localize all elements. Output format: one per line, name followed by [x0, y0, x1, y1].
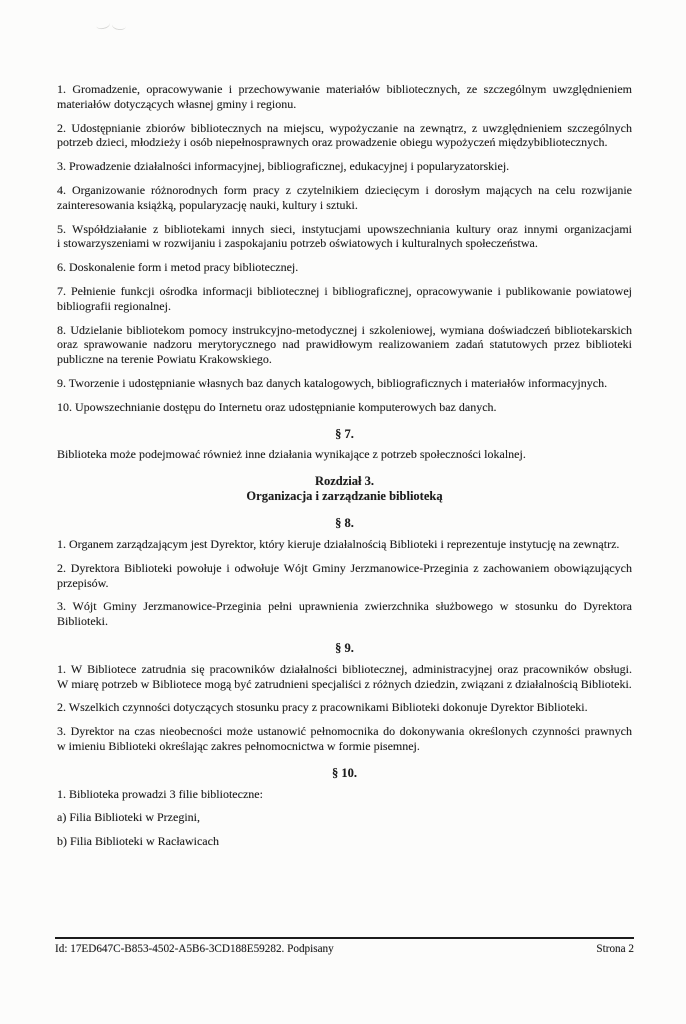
- footer-page-number: Strona 2: [596, 943, 634, 955]
- section-9-paragraph-1: 1. W Bibliotece zatrudnia się pracowników działalności bibliotecznej, administracyjnej oraz pracowników obsługi. W miarę potrzeb w Bibliotece mogą być zatrudnieni specjaliści z różnych dziedzin, związani z działalnością Biblioteki.: [57, 661, 632, 691]
- task-paragraph-7: 7. Pełnienie funkcji ośrodka informacji bibliotecznej i bibliograficznej, opracowywanie i publikowanie powiatowej bibliografii regionalnej.: [57, 283, 632, 313]
- section-10-paragraph-1: 1. Biblioteka prowadzi 3 filie biblioteczne:: [57, 786, 263, 801]
- chapter-3-subtitle: Organizacja i zarządzanie biblioteką: [246, 489, 443, 504]
- section-7-heading: § 7.: [335, 426, 354, 441]
- section-10-heading: § 10.: [332, 765, 357, 780]
- task-paragraph-5: 5. Współdziałanie z bibliotekami innych sieci, instytucjami upowszechniania kultury oraz innymi organizacjami i stowarzyszeniami w rozwijaniu i zaspokajaniu potrzeb oświatowych i kulturalnych społeczeństwa.: [57, 221, 632, 251]
- section-7-paragraph: Biblioteka może podejmować również inne działania wynikające z potrzeb społeczności lokalnej.: [57, 447, 526, 462]
- footer-document-id: Id: 17ED647C-B853-4502-A5B6-3CD188E59282. Podpisany: [55, 943, 334, 955]
- scan-smudge-mark: [92, 16, 132, 34]
- chapter-3-title: Rozdział 3.: [314, 474, 375, 489]
- task-paragraph-6: 6. Doskonalenie form i metod pracy bibliotecznej.: [57, 260, 299, 275]
- section-8-paragraph-3: 3. Wójt Gminy Jerzmanowice-Przeginia pełni uprawnienia zwierzchnika służbowego w stosunku do Dyrektora Biblioteki.: [57, 599, 632, 629]
- task-paragraph-10: 10. Upowszechnianie dostępu do Internetu oraz udostępnianie komputerowych baz danych.: [57, 399, 497, 414]
- task-paragraph-4: 4. Organizowanie różnorodnych form pracy z czytelnikiem dziecięcym i dorosłym mających na celu rozwijanie zainteresowania książką, popularyzację nauki, kultury i sztuki.: [57, 182, 632, 212]
- section-8-heading: § 8.: [335, 516, 354, 531]
- chapter-3-heading: [57, 474, 632, 504]
- document-body: [57, 82, 632, 858]
- task-paragraph-3: 3. Prowadzenie działalności informacyjnej, bibliograficznej, edukacyjnej i popularyzatorskiej.: [57, 159, 510, 174]
- task-paragraph-2: 2. Udostępnianie zbiorów bibliotecznych na miejscu, wypożyczanie na zewnątrz, z uwzględnieniem szczególnych potrzeb dzieci, młodzieży i osób niepełnosprawnych oraz prowadzenie obiegu wypożyczeń międzybibliotecznych.: [57, 120, 632, 150]
- task-paragraph-8: 8. Udzielanie bibliotekom pomocy instrukcyjno-metodycznej i szkoleniowej, wymiana doświadczeń bibliotekarskich oraz sprawowanie nadzoru merytorycznego nad prawidłowym realizowaniem zadań statutowych przez biblioteki publiczne na terenie Powiatu Krakowskiego.: [57, 322, 632, 367]
- section-8-paragraph-2: 2. Dyrektora Biblioteki powołuje i odwołuje Wójt Gminy Jerzmanowice-Przeginia z zachowaniem obowiązujących przepisów.: [57, 560, 632, 590]
- section-9-paragraph-2: 2. Wszelkich czynności dotyczących stosunku pracy z pracownikami Biblioteki dokonuje Dyrektor Biblioteki.: [57, 700, 588, 715]
- task-paragraph-1: 1. Gromadzenie, opracowywanie i przechowywanie materiałów bibliotecznych, ze szczególnym uwzględnieniem materiałów dotyczących własnej gminy i regionu.: [57, 82, 632, 111]
- section-10-list-item-a: a) Filia Biblioteki w Przegini,: [57, 810, 200, 825]
- section-9-paragraph-3: 3. Dyrektor na czas nieobecności może ustanowić pełnomocnika do dokonywania określonych czynności prawnych w imieniu Biblioteki określając zakres pełnomocnictwa w formie pisemnej.: [57, 724, 632, 753]
- section-8-paragraph-1: 1. Organem zarządzającym jest Dyrektor, który kieruje działalnością Biblioteki i reprezentuje instytucję na zewnątrz.: [57, 536, 620, 551]
- task-paragraph-9: 9. Tworzenie i udostępnianie własnych baz danych katalogowych, bibliograficznych i materiałów informacyjnych.: [57, 375, 608, 390]
- page-footer: [55, 937, 634, 956]
- section-10-list-item-b: b) Filia Biblioteki w Racławicach: [57, 834, 219, 849]
- section-9-heading: § 9.: [335, 640, 354, 655]
